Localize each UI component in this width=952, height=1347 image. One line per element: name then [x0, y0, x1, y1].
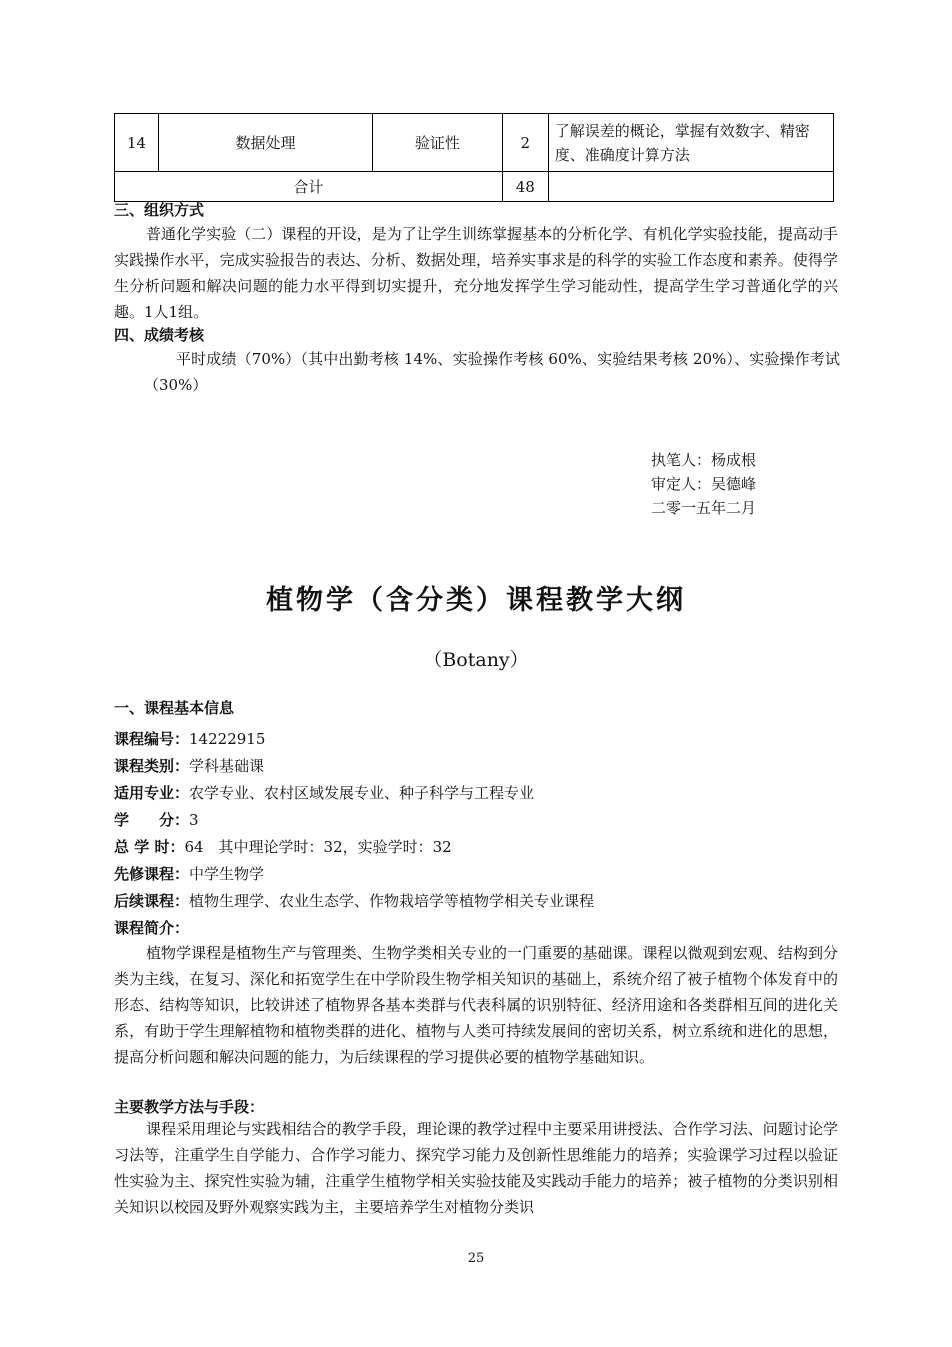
info-followup: 后续课程：植物生理学、农业生态学、作物栽培学等植物学相关专业课程: [114, 892, 595, 910]
course-subtitle: （Botany）: [423, 649, 529, 671]
intro-label: 课程简介：: [114, 919, 190, 937]
experiment-table: [114, 113, 834, 202]
cell-objective: 了解误差的概论，掌握有效数字、精密度、准确度计算方法: [548, 114, 833, 172]
table-total-row: [115, 172, 834, 202]
author-line: 执笔人：杨成根: [651, 451, 757, 469]
info-course-code: 课程编号：14222915: [114, 730, 266, 748]
info-majors: 适用专业：农学专业、农村区域发展专业、种子科学与工程专业: [114, 784, 535, 802]
date-line: 二零一五年二月: [651, 499, 757, 517]
reviewer-line: 审定人：吴德峰: [651, 475, 757, 493]
cell-hours: 2: [502, 114, 548, 172]
section1-heading: 一、课程基本信息: [114, 699, 235, 717]
cell-type: 验证性: [372, 114, 502, 172]
intro-body: 植物学课程是植物生产与管理类、生物学类相关专业的一门重要的基础课。课程以微观到宏观、结构到分类为主线，在复习、深化和拓宽学生在中学阶段生物学相关知识的基础上，系统介绍了被子植物个体发育中的形态、结构等知识，比较讲述了植物界各基本类群与代表科属的识别特征、经济用途和各类群相互间的进化关系，有助于学生理解植物和植物类群的进化、植物与人类可持续发展间的密切关系，树立系统和进化的思想，提高分析问题和解决问题的能力，为后续课程的学习提供必要的植物学基础知识。: [114, 944, 838, 1066]
page-number: 25: [467, 1251, 485, 1266]
methods-label: 主要教学方法与手段：: [114, 1098, 265, 1116]
section3-heading: 三、组织方式: [114, 201, 205, 219]
cell-no: 14: [115, 114, 159, 172]
section4-heading: 四、成绩考核: [114, 326, 205, 344]
total-label: 合计: [115, 172, 503, 202]
methods-body: 课程采用理论与实践相结合的教学手段，理论课的教学过程中主要采用讲授法、合作学习法、问题讨论学习法等，注重学生自学能力、合作学习能力、探究学习能力及创新性思维能力的培养；实验课学习过程以验证性实验为主、探究性实验为辅，注重学生植物学相关实验技能及实践动手能力的培养；被子植物的分类识别相关知识以校园及野外观察实践为主，主要培养学生对植物分类识: [114, 1120, 838, 1216]
section4-body: 平时成绩（70%）（其中出勤考核 14%、实验操作考核 60%、实验结果考核 20%）、实验操作考试（30%）: [144, 350, 840, 394]
total-objective: [548, 172, 833, 202]
course-title: 植物学（含分类）课程教学大纲: [266, 585, 686, 616]
total-hours: 48: [502, 172, 548, 202]
table-row: [115, 114, 834, 172]
info-course-category: 课程类别：学科基础课: [114, 757, 265, 775]
info-credits: 学 分：3: [114, 811, 199, 829]
info-prerequisite: 先修课程：中学生物学: [114, 865, 265, 883]
info-hours: 总 学 时：64 其中理论学时：32，实验学时：32: [114, 838, 452, 856]
cell-name: 数据处理: [159, 114, 373, 172]
info-list: [114, 726, 594, 942]
section3-body: 普通化学实验（二）课程的开设，是为了让学生训练掌握基本的分析化学、有机化学实验技能，提高动手实践操作水平，完成实验报告的表达、分析、数据处理，培养实事求是的科学的实验工作态度和素养。使得学生分析问题和解决问题的能力水平得到切实提升，充分地发挥学生学习能动性，提高学生学习普通化学的兴趣。1人1组。: [114, 225, 838, 321]
